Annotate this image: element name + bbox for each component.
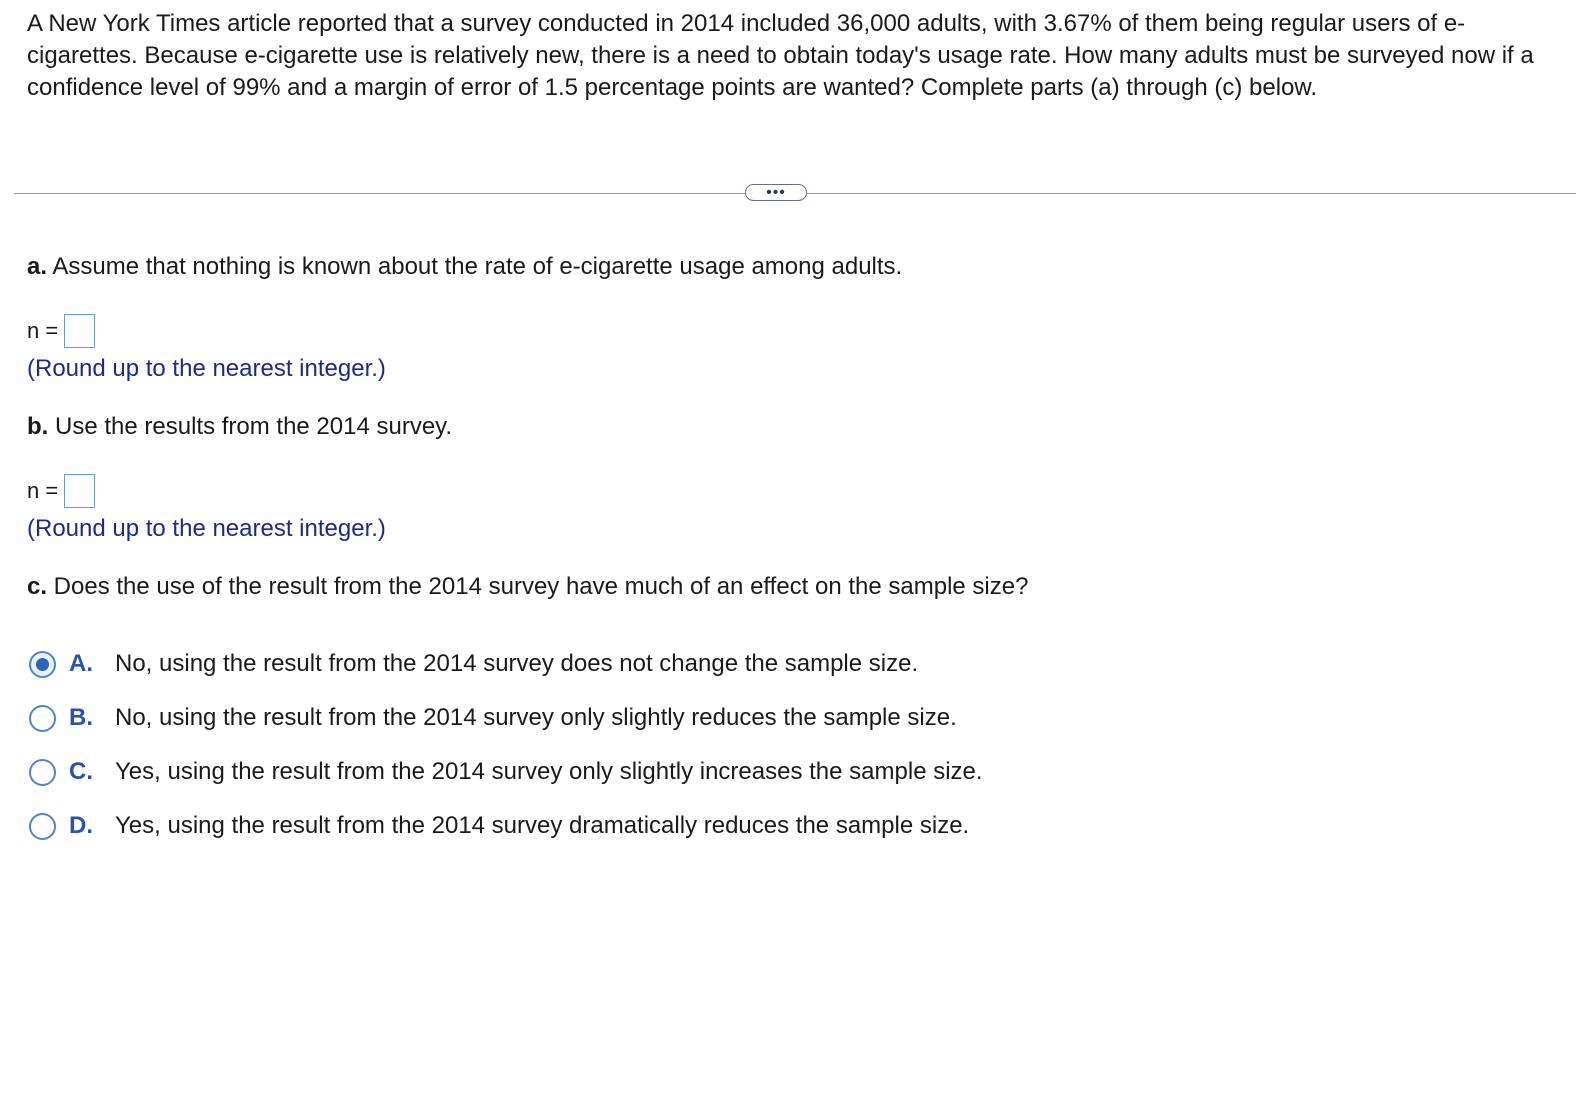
option-b-letter: B. — [69, 704, 93, 731]
part-a-text: Assume that nothing is known about the rate of e-cigarette usage among adults. — [47, 253, 903, 280]
option-b[interactable] — [29, 700, 957, 736]
option-d-text: Yes, using the result from the 2014 survey dramatically reduces the sample size. — [115, 812, 970, 839]
radio-c[interactable] — [29, 759, 56, 786]
part-b-answer-row — [27, 473, 95, 509]
part-b-letter: b. — [27, 413, 49, 440]
part-c-prompt — [27, 571, 1028, 603]
part-a-hint: (Round up to the nearest integer.) — [27, 355, 386, 382]
part-a-letter: a. — [27, 253, 48, 280]
radio-d[interactable] — [29, 813, 56, 840]
part-a-answer-row — [27, 313, 95, 349]
radio-b[interactable] — [29, 705, 56, 732]
option-a[interactable] — [29, 646, 919, 682]
part-b-n-label: n = — [27, 478, 59, 503]
option-c-letter: C. — [69, 758, 93, 785]
part-c-text: Does the use of the result from the 2014 survey have much of an effect on the sample size? — [47, 573, 1029, 600]
ellipsis-icon: ••• — [766, 183, 786, 201]
option-a-text: No, using the result from the 2014 survey does not change the sample size. — [115, 650, 919, 677]
part-a-prompt — [27, 251, 902, 283]
question-text: A New York Times article reported that a survey conducted in 2014 included 36,000 adults, with 3.67% of them being regular users of e-cigarettes. Because e-cigarette use is relatively new, there is a need to obtain today's usage rate. How many adults must be surveyed now if a confidence level of 99% and a margin of error of 1.5 percentage points are wanted? Complete parts (a) through (c) below. — [27, 10, 1534, 101]
part-a-n-label: n = — [27, 318, 59, 343]
part-b-hint: (Round up to the nearest integer.) — [27, 515, 386, 542]
option-b-text: No, using the result from the 2014 survey only slightly reduces the sample size. — [115, 704, 957, 731]
part-c-letter: c. — [27, 573, 48, 600]
option-d[interactable] — [29, 808, 970, 844]
option-c[interactable] — [29, 754, 983, 790]
option-a-letter: A. — [69, 650, 93, 677]
part-b-prompt — [27, 411, 452, 443]
radio-a-selected[interactable] — [29, 651, 56, 678]
part-a-answer-input[interactable] — [64, 314, 95, 348]
part-b-text: Use the results from the 2014 survey. — [48, 413, 453, 440]
show-more-button[interactable] — [745, 184, 807, 201]
option-d-letter: D. — [69, 812, 93, 839]
part-b-answer-input[interactable] — [64, 474, 95, 508]
option-c-text: Yes, using the result from the 2014 survey only slightly increases the sample size. — [115, 758, 983, 785]
